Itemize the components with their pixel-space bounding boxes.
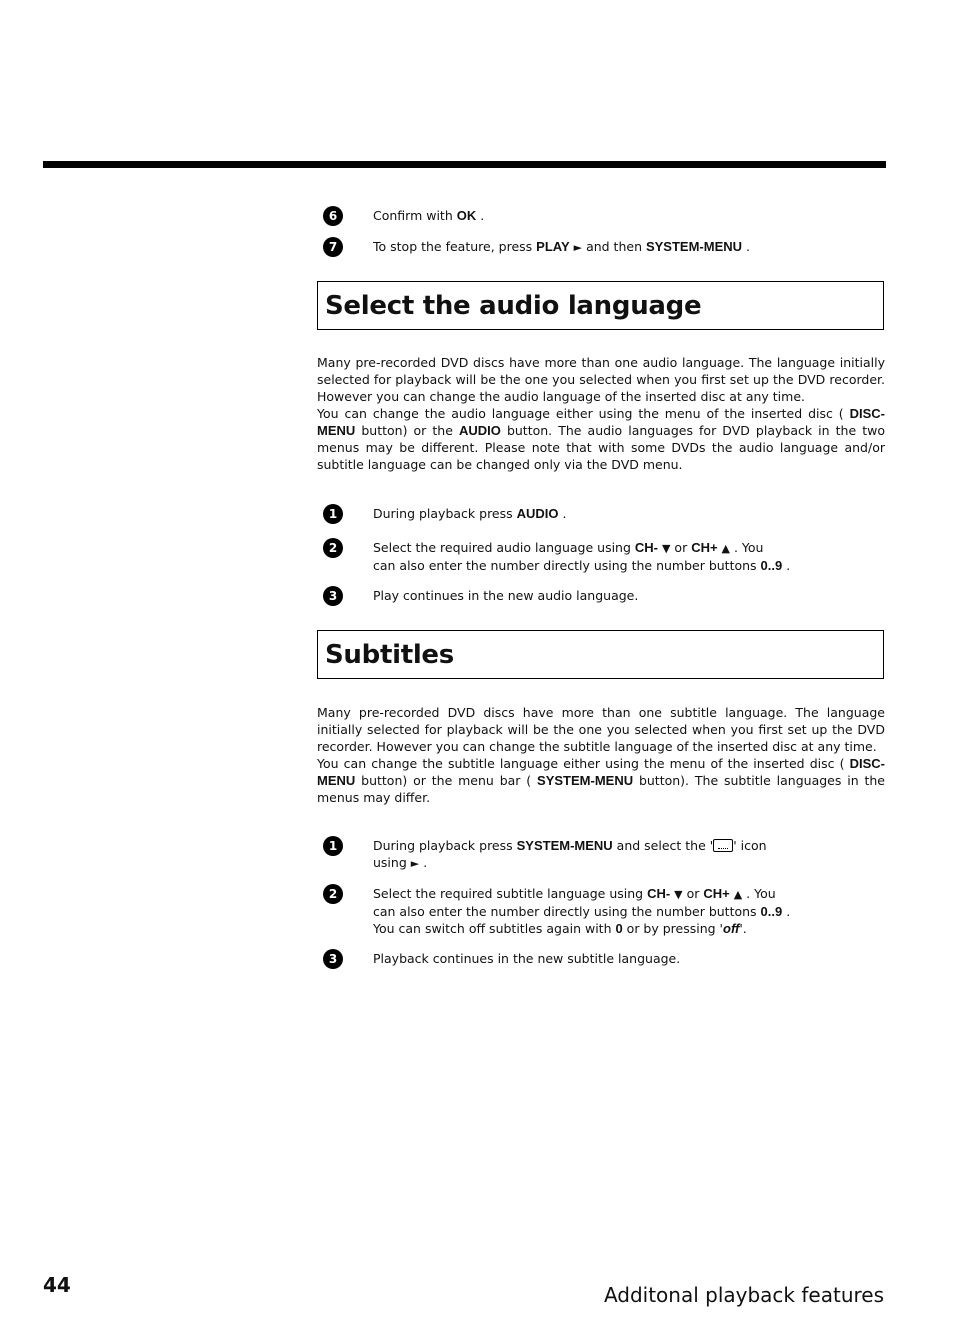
down-arrow-icon: ▼ [674,888,683,901]
key-disc-menu: DISC-MENU [317,756,885,788]
step-number: 1 [323,836,343,856]
step-number: 2 [323,538,343,558]
step-text: Select the required subtitle language using CH- ▼ or CH+ ▲ . You can also enter the number directly using the number buttons 0..9 . You can switch off subtitles again with 0 or by pressing 'off'. [373,886,791,936]
key-ch-minus: CH- [647,886,671,901]
section-title: Subtitles [325,640,454,670]
off-value: off [723,921,740,936]
step-number: 1 [323,504,343,524]
up-arrow-icon: ▲ [733,888,743,901]
step-text: Confirm with OK . [373,208,485,223]
key-audio: AUDIO [458,423,501,438]
key-ch-minus: CH- [634,540,658,555]
step-number: 3 [323,586,343,606]
subtitles-step-1 [323,836,793,872]
step-number: 3 [323,949,343,969]
subtitles-step-2 [323,884,793,937]
section-header-audio [317,281,884,330]
key-system-menu: SYSTEM-MENU [537,773,634,788]
chapter-title: Additonal playback features [603,1283,884,1307]
step-text: Playback continues in the new subtitle language. [373,951,681,966]
page-number: 44 [43,1273,71,1297]
header-rule [43,161,886,168]
key-ok: OK [456,208,477,223]
step-number: 2 [323,884,343,904]
key-play: PLAY [536,239,570,254]
subtitles-step-3 [323,949,793,967]
key-ch-plus: CH+ [703,886,730,901]
key-number-buttons: 0..9 [760,558,783,573]
key-disc-menu: DISC-MENU [317,406,885,438]
key-number-buttons: 0..9 [760,904,783,919]
step-number: 7 [323,237,343,257]
key-audio: AUDIO [516,506,559,521]
subtitle-icon [713,839,733,852]
subtitles-description: Many pre-recorded DVD discs have more than one subtitle language. The language initially selected for playback will be the one you selected when you first set up the DVD recorder. However you can change the subtitle language of the inserted disc at any time. You can change the subtitle language either using the menu of the inserted disc ( DISC-MENU button) or the menu bar ( SYSTEM-MENU button). The subtitle languages in the menus may differ. [317,705,885,805]
right-arrow-icon: ► [410,857,420,870]
down-arrow-icon: ▼ [661,542,671,555]
audio-description: Many pre-recorded DVD discs have more than one audio language. The language initially selected for playback will be the one you selected when you first set up the DVD recorder. However you can change the audio language of the inserted disc at any time. You can change the audio language either using the menu of the inserted disc ( DISC-MENU button) or the AUDIO button. The audio languages for DVD playback in the two menus may be different. Please note that with some DVDs the audio language and/or subtitle language can be changed only via the DVD menu. [317,355,885,472]
audio-step-2 [323,538,793,574]
audio-step-1 [323,504,793,522]
step-text: Play continues in the new audio language. [373,588,639,603]
key-zero: 0 [615,921,623,936]
key-system-menu: SYSTEM-MENU [516,838,613,853]
section-title: Select the audio language [325,291,702,321]
key-ch-plus: CH+ [691,540,718,555]
step-number: 6 [323,206,343,226]
key-system-menu: SYSTEM-MENU [645,239,743,254]
section-header-subtitles [317,630,884,679]
step-text: To stop the feature, press PLAY ► and then SYSTEM-MENU . [373,239,750,254]
step-6 [323,206,793,224]
step-text: Select the required audio language using CH- ▼ or CH+ ▲ . You can also enter the number directly using the number buttons 0..9 . [373,540,791,573]
play-icon: ► [573,241,583,254]
up-arrow-icon: ▲ [721,542,731,555]
step-text: During playback press AUDIO . [373,506,567,521]
audio-step-3 [323,586,793,604]
step-7 [323,237,793,256]
step-text: During playback press SYSTEM-MENU and select the ' ' icon using ► . [373,838,767,870]
